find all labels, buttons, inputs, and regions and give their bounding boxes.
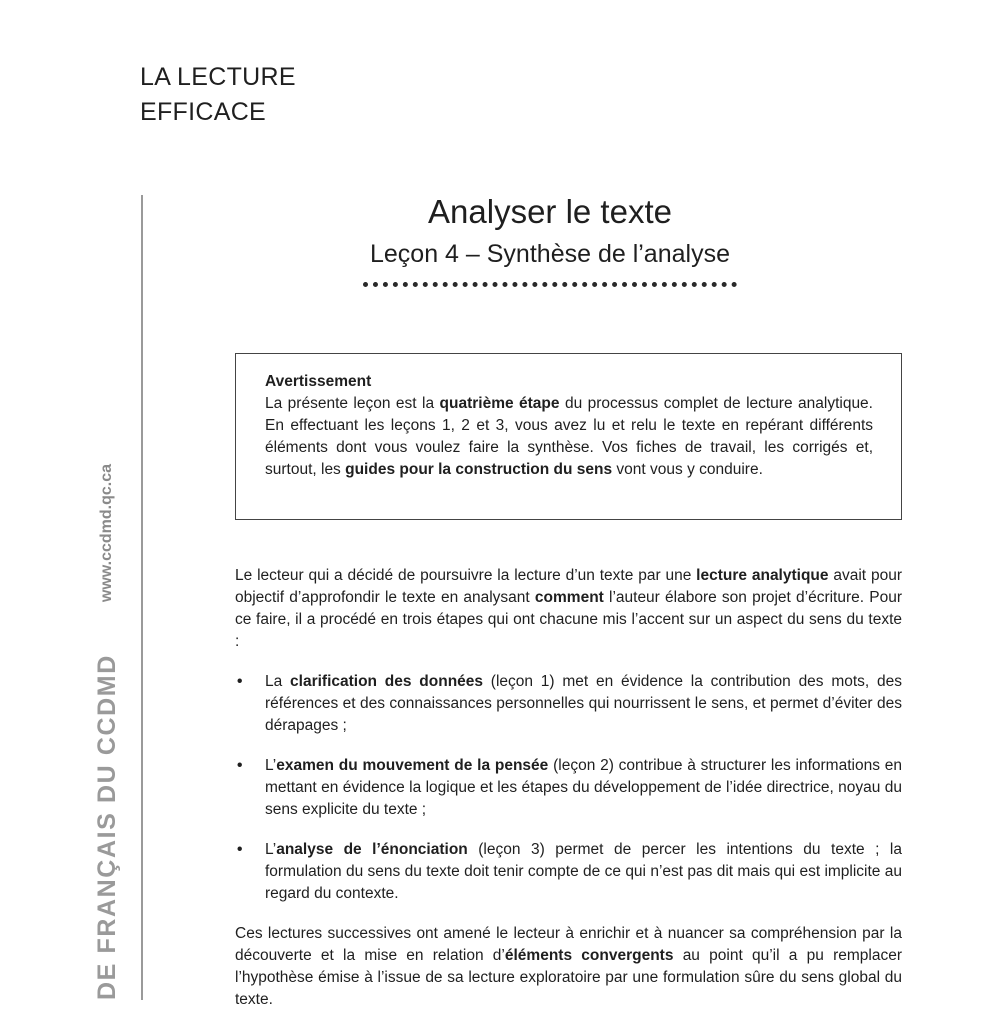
intro-text-3: l’auteur élabore son projet d’écriture. Pour ce faire, il a procédé en trois étapes qui ont chacune mis l’accent sur un aspect du sens du texte : [235, 589, 902, 650]
conclusion-paragraph [235, 923, 902, 1011]
list-item-text: L’ [265, 841, 277, 858]
warning-bold-2: guides pour la construction du sens [345, 461, 613, 478]
list-item [235, 839, 902, 905]
list-item-text: (leçon 2) contribue à structurer les informations en mettant en évidence la logique et les étapes du développement de l’idée directrice, noyau du sens explicite du texte ; [265, 757, 902, 818]
header-line-2: EFFICACE [140, 98, 267, 126]
warning-bold-1: quatrième étape [439, 395, 560, 412]
list-item [235, 755, 902, 821]
conclusion-text-2: au point qu’il a pu remplacer l’hypothèse émise à l’issue de sa lecture exploratoire par une formulation sûre du sens global du texte. [235, 947, 902, 1008]
header-line-1: LA LECTURE [140, 63, 296, 91]
list-item-bold: examen du mouvement de la pensée [276, 757, 549, 774]
intro-bold-1: lecture analytique [696, 567, 829, 584]
warning-text-1: La présente leçon est la [265, 395, 440, 412]
dotted-divider [363, 282, 737, 287]
intro-bold-2: comment [534, 589, 604, 606]
series-header [140, 60, 296, 130]
warning-text-2: du processus complet de lecture analytique. En effectuant les leçons 1, 2 et 3, vous avez lu et relu le texte en repérant différents éléments dont vous voulez faire la synthèse. Vos fiches de travail, les corrigés et, surtout, les [265, 395, 873, 478]
intro-text-2: avait pour objectif d’approfondir le texte en analysant [235, 567, 902, 606]
intro-text-1: Le lecteur qui a décidé de poursuivre la lecture d’un texte par une [235, 567, 697, 584]
sidebar-url: www.ccdmd.qc.ca [98, 463, 115, 603]
intro-paragraph [235, 565, 902, 653]
warning-heading: Avertissement [265, 373, 372, 390]
sidebar-label: DE FRANÇAIS DU CCDMD [93, 654, 121, 1000]
bullet-marker: • [237, 757, 243, 774]
title-block [300, 190, 800, 287]
list-item [235, 671, 902, 737]
list-item-bold: clarification des données [290, 673, 484, 690]
list-item-text: (leçon 1) met en évidence la contribution des mots, des références et des connaissances personnelles qui nourrissent le sens, et permet d’éviter des dérapages ; [265, 673, 902, 734]
main-content [235, 565, 902, 1011]
bullet-marker: • [237, 673, 243, 690]
bullet-marker: • [237, 841, 243, 858]
warning-body [265, 393, 873, 481]
list-item-text: La [265, 673, 291, 690]
warning-box [235, 353, 902, 520]
warning-text-3: vont vous y conduire. [612, 461, 763, 478]
conclusion-bold-1: éléments convergents [504, 947, 674, 964]
list-item-text: (leçon 3) permet de percer les intentions du texte ; la formulation du sens du texte doit tenir compte de ce qui n’est pas dit mais qui est implicite au regard du contexte. [265, 841, 902, 902]
page-subtitle: Leçon 4 – Synthèse de l’analyse [370, 240, 730, 268]
sidebar-rule [141, 195, 143, 1000]
list-item-text: L’ [265, 757, 277, 774]
bullet-list [235, 671, 902, 905]
sidebar-vertical-text [93, 464, 122, 1000]
page-title: Analyser le texte [428, 193, 672, 230]
list-item-bold: analyse de l’énonciation [276, 841, 468, 858]
conclusion-text-1: Ces lectures successives ont amené le lecteur à enrichir et à nuancer sa compréhension par la découverte et la mise en relation d’ [235, 925, 902, 964]
